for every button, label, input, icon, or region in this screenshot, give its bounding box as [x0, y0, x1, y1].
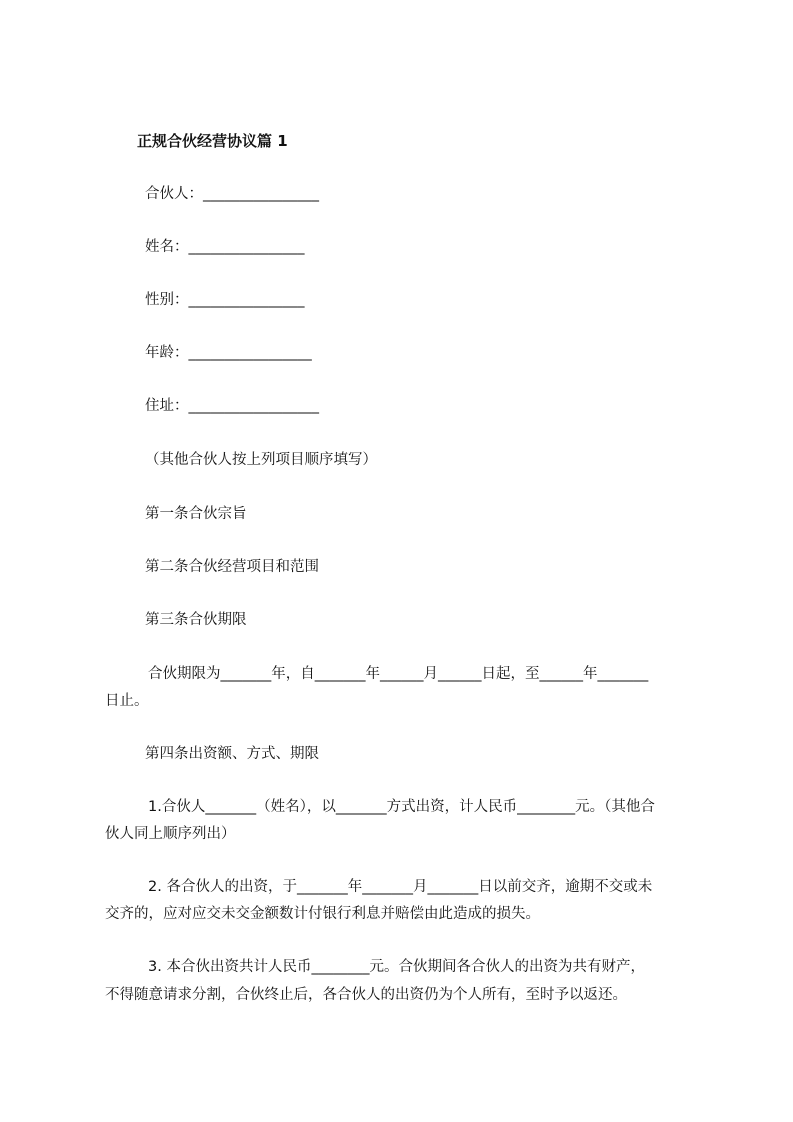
item-2-line-2: 交齐的，应对应交未交金额数计付银行利息并赔偿由此造成的损失。 [105, 906, 540, 922]
article-3-heading: 第三条合伙期限 [145, 612, 247, 628]
term-paragraph-line-2: 日止。 [105, 693, 149, 709]
article-1-heading: 第一条合伙宗旨 [145, 506, 247, 522]
item-1-line-1: 1.合伙人_______（姓名），以_______方式出资，计人民币________元。（其他合 [148, 799, 655, 815]
item-3-line-1: 3. 本合伙出资共计人民币________元。合伙期间各合伙人的出资为共有财产， [148, 959, 645, 975]
item-2-line-1: 2. 各合伙人的出资，于_______年_______月_______日以前交齐，逾期不交或未 [148, 879, 653, 895]
term-paragraph-line-1: 合伙期限为_______年，自_______年______月______日起，至______年_______ [148, 666, 649, 682]
field-partner: 合伙人：________________ [145, 186, 319, 202]
fill-note: （其他合伙人按上列项目顺序填写） [145, 452, 377, 468]
article-2-heading: 第二条合伙经营项目和范围 [145, 559, 319, 575]
document-title: 正规合伙经营协议篇 1 [137, 132, 288, 150]
field-gender: 性别：________________ [145, 292, 305, 308]
field-age: 年龄：_________________ [145, 345, 312, 361]
item-3-line-2: 不得随意请求分割，合伙终止后，各合伙人的出资仍为个人所有，至时予以返还。 [105, 987, 627, 1003]
article-4-heading: 第四条出资额、方式、期限 [145, 746, 319, 762]
field-name: 姓名：________________ [145, 239, 305, 255]
field-address: 住址：__________________ [145, 398, 319, 414]
item-1-line-2: 伙人同上顺序列出） [105, 826, 236, 842]
